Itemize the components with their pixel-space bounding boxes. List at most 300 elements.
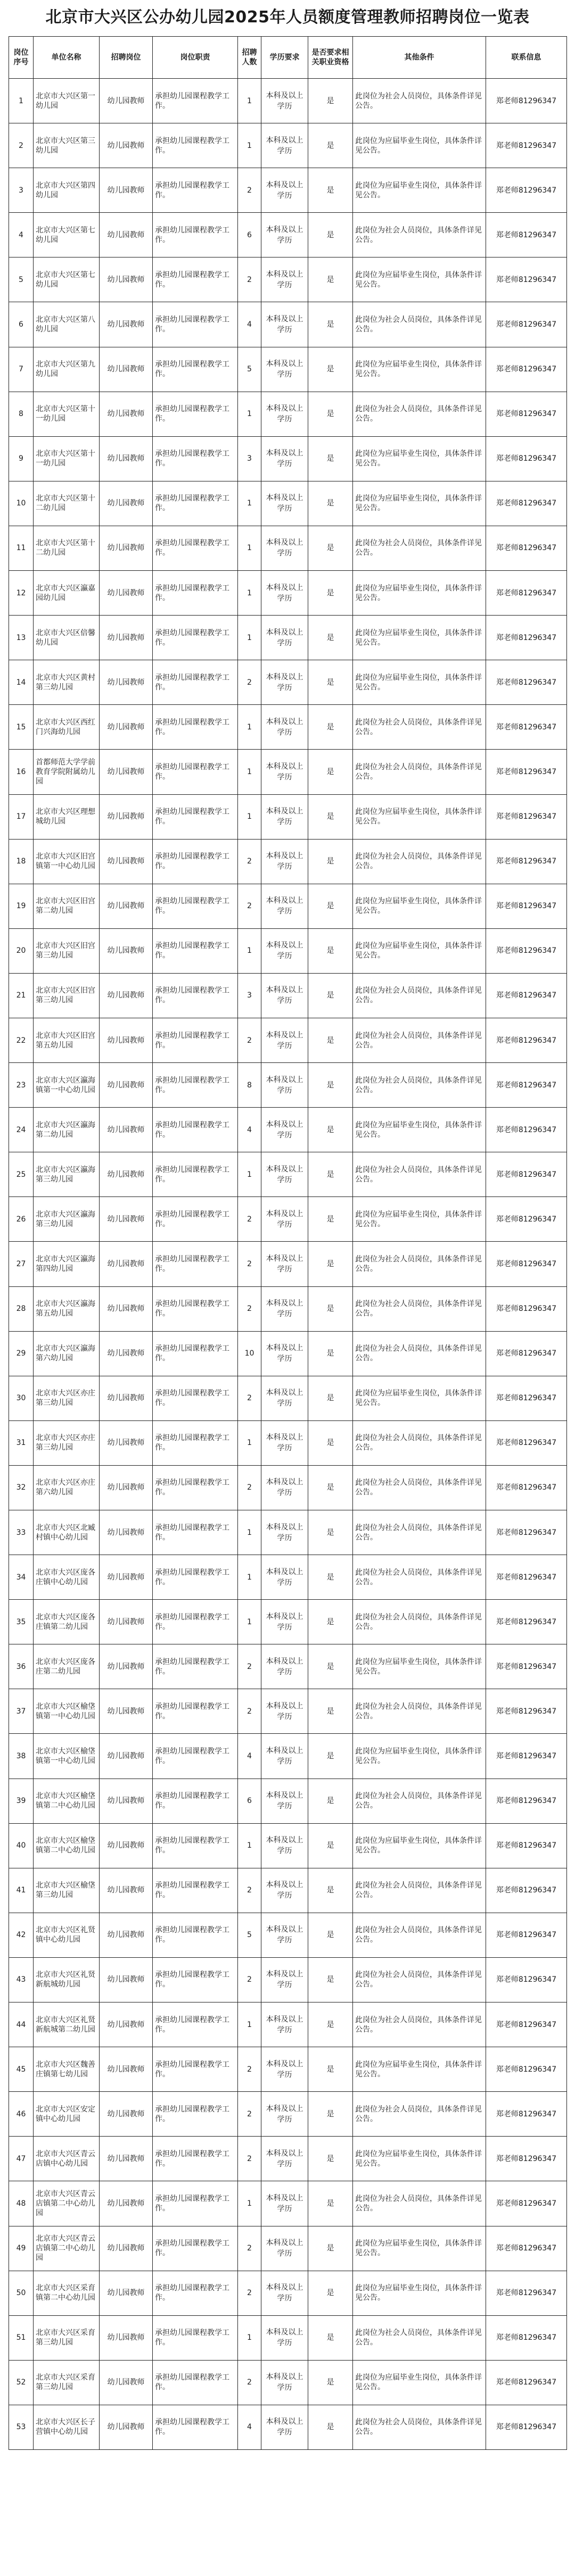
cell-education: 本科及以上学历 [261,1868,308,1913]
cell-headcount: 1 [238,794,261,839]
cell-education: 本科及以上学历 [261,392,308,436]
cell-position-no: 29 [9,1331,34,1376]
cell-education: 本科及以上学历 [261,168,308,213]
cell-certification: 是 [308,79,353,123]
header-contact: 联系信息 [486,37,567,79]
cell-position: 幼儿园教师 [100,2181,153,2226]
cell-position: 幼儿园教师 [100,794,153,839]
cell-certification: 是 [308,2181,353,2226]
cell-duty: 承担幼儿园课程教学工作。 [153,1018,238,1062]
cell-education: 本科及以上学历 [261,481,308,526]
cell-contact: 郑老师81296347 [486,1957,567,2002]
cell-position-no: 41 [9,1868,34,1913]
cell-duty: 承担幼儿园课程教学工作。 [153,257,238,302]
cell-other-conditions: 此岗位为应届毕业生岗位，具体条件详见公告。 [353,2360,486,2405]
cell-education: 本科及以上学历 [261,1152,308,1197]
cell-certification: 是 [308,526,353,570]
cell-other-conditions: 此岗位为应届毕业生岗位，具体条件详见公告。 [353,436,486,481]
table-row [9,2360,567,2405]
cell-position: 幼儿园教师 [100,526,153,570]
cell-education: 本科及以上学历 [261,2181,308,2226]
cell-certification: 是 [308,1420,353,1465]
cell-education: 本科及以上学历 [261,2226,308,2271]
cell-position: 幼儿园教师 [100,1600,153,1644]
cell-contact: 郑老师81296347 [486,2002,567,2047]
cell-other-conditions: 此岗位为应届毕业生岗位，具体条件详见公告。 [353,2271,486,2315]
table-row [9,839,567,884]
cell-contact: 郑老师81296347 [486,928,567,973]
cell-other-conditions: 此岗位为社会人员岗位，具体条件详见公告。 [353,1555,486,1600]
table-row [9,1555,567,1600]
cell-certification: 是 [308,839,353,884]
cell-duty: 承担幼儿园课程教学工作。 [153,1823,238,1868]
cell-other-conditions: 此岗位为社会人员岗位，具体条件详见公告。 [353,1018,486,1062]
cell-headcount: 2 [238,168,261,213]
cell-contact: 郑老师81296347 [486,1510,567,1555]
cell-contact: 郑老师81296347 [486,1779,567,1823]
cell-position: 幼儿园教师 [100,750,153,794]
cell-duty: 承担幼儿园课程教学工作。 [153,1913,238,1957]
cell-unit-name: 北京市大兴区第九幼儿园 [34,347,100,392]
cell-contact: 郑老师81296347 [486,481,567,526]
header-certification: 是否要求相关职业资格 [308,37,353,79]
table-row [9,1779,567,1823]
cell-duty: 承担幼儿园课程教学工作。 [153,481,238,526]
cell-education: 本科及以上学历 [261,1018,308,1062]
cell-position: 幼儿园教师 [100,1286,153,1331]
cell-headcount: 2 [238,1644,261,1689]
cell-other-conditions: 此岗位为社会人员岗位，具体条件详见公告。 [353,213,486,257]
cell-headcount: 2 [238,2360,261,2405]
cell-certification: 是 [308,928,353,973]
cell-contact: 郑老师81296347 [486,1063,567,1108]
cell-other-conditions: 此岗位为社会人员岗位，具体条件详见公告。 [353,1913,486,1957]
cell-other-conditions: 此岗位为社会人员岗位，具体条件详见公告。 [353,1957,486,2002]
cell-education: 本科及以上学历 [261,1779,308,1823]
cell-unit-name: 北京市大兴区瀛海第六幼儿园 [34,1331,100,1376]
cell-unit-name: 北京市大兴区第八幼儿园 [34,302,100,347]
cell-position: 幼儿园教师 [100,1331,153,1376]
cell-certification: 是 [308,1242,353,1286]
cell-position-no: 51 [9,2315,34,2360]
table-row [9,1063,567,1108]
cell-unit-name: 北京市大兴区礼贤新航城第二幼儿园 [34,2002,100,2047]
table-row [9,79,567,123]
cell-other-conditions: 此岗位为社会人员岗位，具体条件详见公告。 [353,1420,486,1465]
cell-unit-name: 北京市大兴区旧宫第三幼儿园 [34,973,100,1018]
cell-contact: 郑老师81296347 [486,1420,567,1465]
cell-other-conditions: 此岗位为社会人员岗位，具体条件详见公告。 [353,1465,486,1510]
cell-duty: 承担幼儿园课程教学工作。 [153,1242,238,1286]
cell-position-no: 33 [9,1510,34,1555]
cell-position-no: 4 [9,213,34,257]
cell-unit-name: 北京市大兴区旧宫第三幼儿园 [34,928,100,973]
cell-contact: 郑老师81296347 [486,884,567,928]
cell-education: 本科及以上学历 [261,1420,308,1465]
cell-unit-name: 北京市大兴区第七幼儿园 [34,257,100,302]
cell-position: 幼儿园教师 [100,2002,153,2047]
cell-position: 幼儿园教师 [100,1376,153,1420]
cell-contact: 郑老师81296347 [486,1734,567,1779]
cell-other-conditions: 此岗位为应届毕业生岗位，具体条件详见公告。 [353,2226,486,2271]
cell-contact: 郑老师81296347 [486,526,567,570]
cell-position: 幼儿园教师 [100,2315,153,2360]
cell-education: 本科及以上学历 [261,1957,308,2002]
cell-duty: 承担幼儿园课程教学工作。 [153,2271,238,2315]
cell-unit-name: 北京市大兴区倍馨幼儿园 [34,616,100,660]
cell-certification: 是 [308,2315,353,2360]
cell-unit-name: 北京市大兴区旧宫第二幼儿园 [34,884,100,928]
cell-education: 本科及以上学历 [261,302,308,347]
cell-contact: 郑老师81296347 [486,1913,567,1957]
cell-position: 幼儿园教师 [100,928,153,973]
cell-contact: 郑老师81296347 [486,2405,567,2449]
cell-unit-name: 北京市大兴区青云店镇中心幼儿园 [34,2137,100,2181]
cell-position-no: 52 [9,2360,34,2405]
cell-unit-name: 北京市大兴区第七幼儿园 [34,213,100,257]
cell-certification: 是 [308,257,353,302]
cell-other-conditions: 此岗位为社会人员岗位，具体条件详见公告。 [353,79,486,123]
cell-certification: 是 [308,1734,353,1779]
cell-position-no: 39 [9,1779,34,1823]
cell-certification: 是 [308,1913,353,1957]
cell-other-conditions: 此岗位为社会人员岗位，具体条件详见公告。 [353,392,486,436]
cell-contact: 郑老师81296347 [486,750,567,794]
cell-certification: 是 [308,168,353,213]
cell-education: 本科及以上学历 [261,2137,308,2181]
cell-headcount: 1 [238,1152,261,1197]
cell-contact: 郑老师81296347 [486,2047,567,2092]
cell-position-no: 37 [9,1689,34,1734]
cell-education: 本科及以上学历 [261,347,308,392]
cell-unit-name: 北京市大兴区第十一幼儿园 [34,436,100,481]
cell-contact: 郑老师81296347 [486,1286,567,1331]
cell-duty: 承担幼儿园课程教学工作。 [153,1063,238,1108]
cell-education: 本科及以上学历 [261,616,308,660]
cell-headcount: 2 [238,660,261,705]
cell-other-conditions: 此岗位为社会人员岗位，具体条件详见公告。 [353,1600,486,1644]
table-row [9,571,567,616]
cell-unit-name: 北京市大兴区第十一幼儿园 [34,392,100,436]
cell-position-no: 28 [9,1286,34,1331]
table-row [9,436,567,481]
cell-other-conditions: 此岗位为应届毕业生岗位，具体条件详见公告。 [353,571,486,616]
cell-position: 幼儿园教师 [100,705,153,750]
cell-position: 幼儿园教师 [100,2405,153,2449]
table-row [9,1152,567,1197]
cell-other-conditions: 此岗位为社会人员岗位，具体条件详见公告。 [353,1868,486,1913]
cell-headcount: 2 [238,2092,261,2137]
cell-certification: 是 [308,705,353,750]
cell-position: 幼儿园教师 [100,2047,153,2092]
cell-unit-name: 北京市大兴区采育第三幼儿园 [34,2315,100,2360]
cell-headcount: 1 [238,481,261,526]
cell-position-no: 27 [9,1242,34,1286]
cell-unit-name: 北京市大兴区瀛海第三幼儿园 [34,1152,100,1197]
table-row [9,884,567,928]
cell-other-conditions: 此岗位为应届毕业生岗位，具体条件详见公告。 [353,928,486,973]
cell-education: 本科及以上学历 [261,2002,308,2047]
cell-position: 幼儿园教师 [100,1689,153,1734]
cell-certification: 是 [308,973,353,1018]
cell-education: 本科及以上学历 [261,2360,308,2405]
cell-duty: 承担幼儿园课程教学工作。 [153,1108,238,1152]
cell-other-conditions: 此岗位为社会人员岗位，具体条件详见公告。 [353,302,486,347]
cell-unit-name: 北京市大兴区第四幼儿园 [34,168,100,213]
cell-other-conditions: 此岗位为应届毕业生岗位，具体条件详见公告。 [353,1823,486,1868]
cell-headcount: 1 [238,1823,261,1868]
cell-unit-name: 北京市大兴区长子营镇中心幼儿园 [34,2405,100,2449]
cell-certification: 是 [308,1555,353,1600]
cell-unit-name: 北京市大兴区采育第三幼儿园 [34,2360,100,2405]
cell-education: 本科及以上学历 [261,928,308,973]
cell-headcount: 10 [238,1331,261,1376]
cell-position-no: 21 [9,973,34,1018]
table-header-row [9,37,567,79]
cell-position: 幼儿园教师 [100,1868,153,1913]
cell-education: 本科及以上学历 [261,213,308,257]
cell-duty: 承担幼儿园课程教学工作。 [153,347,238,392]
header-position: 招聘岗位 [100,37,153,79]
cell-position: 幼儿园教师 [100,79,153,123]
cell-duty: 承担幼儿园课程教学工作。 [153,1420,238,1465]
table-row [9,660,567,705]
cell-education: 本科及以上学历 [261,1376,308,1420]
cell-duty: 承担幼儿园课程教学工作。 [153,1600,238,1644]
cell-education: 本科及以上学历 [261,794,308,839]
cell-headcount: 2 [238,1018,261,1062]
cell-contact: 郑老师81296347 [486,1242,567,1286]
cell-contact: 郑老师81296347 [486,347,567,392]
cell-education: 本科及以上学历 [261,1108,308,1152]
cell-other-conditions: 此岗位为应届毕业生岗位，具体条件详见公告。 [353,257,486,302]
table-row [9,2315,567,2360]
cell-headcount: 1 [238,1600,261,1644]
cell-position-no: 24 [9,1108,34,1152]
cell-unit-name: 北京市大兴区榆垡镇第二中心幼儿园 [34,1779,100,1823]
cell-headcount: 2 [238,1868,261,1913]
cell-education: 本科及以上学历 [261,660,308,705]
cell-position: 幼儿园教师 [100,257,153,302]
cell-position: 幼儿园教师 [100,2092,153,2137]
cell-contact: 郑老师81296347 [486,794,567,839]
cell-certification: 是 [308,1644,353,1689]
cell-other-conditions: 此岗位为应届毕业生岗位，具体条件详见公告。 [353,1734,486,1779]
cell-headcount: 2 [238,1465,261,1510]
cell-headcount: 2 [238,1242,261,1286]
cell-duty: 承担幼儿园课程教学工作。 [153,1689,238,1734]
cell-duty: 承担幼儿园课程教学工作。 [153,571,238,616]
cell-duty: 承担幼儿园课程教学工作。 [153,79,238,123]
cell-other-conditions: 此岗位为社会人员岗位，具体条件详见公告。 [353,1063,486,1108]
cell-unit-name: 北京市大兴区榆垡第三幼儿园 [34,1868,100,1913]
cell-duty: 承担幼儿园课程教学工作。 [153,1376,238,1420]
cell-position: 幼儿园教师 [100,302,153,347]
cell-duty: 承担幼儿园课程教学工作。 [153,750,238,794]
cell-contact: 郑老师81296347 [486,2315,567,2360]
cell-position-no: 31 [9,1420,34,1465]
cell-other-conditions: 此岗位为应届毕业生岗位，具体条件详见公告。 [353,1108,486,1152]
table-row [9,1823,567,1868]
cell-contact: 郑老师81296347 [486,2092,567,2137]
cell-certification: 是 [308,1286,353,1331]
cell-duty: 承担幼儿园课程教学工作。 [153,1779,238,1823]
cell-position: 幼儿园教师 [100,436,153,481]
cell-position-no: 30 [9,1376,34,1420]
table-row [9,1420,567,1465]
cell-duty: 承担幼儿园课程教学工作。 [153,1957,238,2002]
cell-unit-name: 北京市大兴区青云店镇第二中心幼儿园 [34,2181,100,2226]
table-row [9,1376,567,1420]
cell-unit-name: 北京市大兴区旧宫第五幼儿园 [34,1018,100,1062]
cell-position-no: 46 [9,2092,34,2137]
cell-duty: 承担幼儿园课程教学工作。 [153,839,238,884]
cell-unit-name: 北京市大兴区安定镇中心幼儿园 [34,2092,100,2137]
cell-position: 幼儿园教师 [100,2360,153,2405]
cell-unit-name: 北京市大兴区瀛海第五幼儿园 [34,1286,100,1331]
cell-education: 本科及以上学历 [261,123,308,168]
table-body [9,79,567,2450]
cell-unit-name: 北京市大兴区青云店镇第二中心幼儿园 [34,2226,100,2271]
cell-unit-name: 北京市大兴区庞各庄镇中心幼儿园 [34,1555,100,1600]
table-row [9,168,567,213]
cell-duty: 承担幼儿园课程教学工作。 [153,2002,238,2047]
cell-duty: 承担幼儿园课程教学工作。 [153,794,238,839]
cell-contact: 郑老师81296347 [486,839,567,884]
cell-unit-name: 北京市大兴区庞各庄镇第二幼儿园 [34,1600,100,1644]
cell-duty: 承担幼儿园课程教学工作。 [153,1331,238,1376]
cell-contact: 郑老师81296347 [486,257,567,302]
cell-position-no: 35 [9,1600,34,1644]
cell-unit-name: 北京市大兴区北臧村镇中心幼儿园 [34,1510,100,1555]
cell-duty: 承担幼儿园课程教学工作。 [153,526,238,570]
table-row [9,1689,567,1734]
cell-contact: 郑老师81296347 [486,1555,567,1600]
cell-position-no: 40 [9,1823,34,1868]
cell-position-no: 20 [9,928,34,973]
cell-contact: 郑老师81296347 [486,392,567,436]
cell-position: 幼儿园教师 [100,2271,153,2315]
cell-unit-name: 首都师范大学学前教育学院附属幼儿园 [34,750,100,794]
cell-other-conditions: 此岗位为应届毕业生岗位，具体条件详见公告。 [353,2047,486,2092]
cell-other-conditions: 此岗位为社会人员岗位，具体条件详见公告。 [353,1286,486,1331]
cell-education: 本科及以上学历 [261,1197,308,1242]
cell-contact: 郑老师81296347 [486,168,567,213]
cell-headcount: 4 [238,302,261,347]
cell-education: 本科及以上学历 [261,750,308,794]
cell-position-no: 36 [9,1644,34,1689]
cell-certification: 是 [308,884,353,928]
cell-certification: 是 [308,2002,353,2047]
cell-duty: 承担幼儿园课程教学工作。 [153,2181,238,2226]
cell-position: 幼儿园教师 [100,839,153,884]
cell-contact: 郑老师81296347 [486,436,567,481]
cell-headcount: 3 [238,973,261,1018]
positions-table [9,36,567,2450]
cell-unit-name: 北京市大兴区瀛海镇第一中心幼儿园 [34,1063,100,1108]
cell-position-no: 47 [9,2137,34,2181]
cell-position-no: 53 [9,2405,34,2449]
cell-position: 幼儿园教师 [100,1465,153,1510]
cell-contact: 郑老师81296347 [486,79,567,123]
cell-education: 本科及以上学历 [261,1063,308,1108]
cell-position-no: 11 [9,526,34,570]
cell-position: 幼儿园教师 [100,1779,153,1823]
cell-contact: 郑老师81296347 [486,571,567,616]
cell-position-no: 12 [9,571,34,616]
cell-other-conditions: 此岗位为应届毕业生岗位，具体条件详见公告。 [353,123,486,168]
cell-education: 本科及以上学历 [261,2047,308,2092]
cell-certification: 是 [308,1957,353,2002]
cell-certification: 是 [308,347,353,392]
cell-contact: 郑老师81296347 [486,1868,567,1913]
cell-contact: 郑老师81296347 [486,1152,567,1197]
table-row [9,1242,567,1286]
cell-headcount: 5 [238,347,261,392]
table-row [9,1913,567,1957]
cell-contact: 郑老师81296347 [486,2137,567,2181]
cell-certification: 是 [308,750,353,794]
cell-education: 本科及以上学历 [261,1823,308,1868]
cell-duty: 承担幼儿园课程教学工作。 [153,1555,238,1600]
table-row [9,750,567,794]
cell-education: 本科及以上学历 [261,257,308,302]
cell-other-conditions: 此岗位为应届毕业生岗位，具体条件详见公告。 [353,1644,486,1689]
cell-duty: 承担幼儿园课程教学工作。 [153,1465,238,1510]
cell-other-conditions: 此岗位为社会人员岗位，具体条件详见公告。 [353,839,486,884]
cell-duty: 承担幼儿园课程教学工作。 [153,1644,238,1689]
cell-other-conditions: 此岗位为社会人员岗位，具体条件详见公告。 [353,1510,486,1555]
cell-other-conditions: 此岗位为社会人员岗位，具体条件详见公告。 [353,1779,486,1823]
table-row [9,1197,567,1242]
table-row [9,213,567,257]
cell-duty: 承担幼儿园课程教学工作。 [153,2360,238,2405]
cell-other-conditions: 此岗位为社会人员岗位，具体条件详见公告。 [353,973,486,1018]
table-row [9,1018,567,1062]
cell-position-no: 19 [9,884,34,928]
cell-education: 本科及以上学历 [261,839,308,884]
cell-other-conditions: 此岗位为社会人员岗位，具体条件详见公告。 [353,750,486,794]
cell-position: 幼儿园教师 [100,1510,153,1555]
table-row [9,2137,567,2181]
cell-education: 本科及以上学历 [261,79,308,123]
cell-contact: 郑老师81296347 [486,616,567,660]
cell-unit-name: 北京市大兴区瀛海第二幼儿园 [34,1108,100,1152]
cell-other-conditions: 此岗位为应届毕业生岗位，具体条件详见公告。 [353,481,486,526]
cell-education: 本科及以上学历 [261,2271,308,2315]
cell-certification: 是 [308,1197,353,1242]
cell-position: 幼儿园教师 [100,1242,153,1286]
cell-position: 幼儿园教师 [100,1063,153,1108]
cell-position-no: 44 [9,2002,34,2047]
cell-headcount: 1 [238,2002,261,2047]
cell-other-conditions: 此岗位为社会人员岗位，具体条件详见公告。 [353,2181,486,2226]
cell-headcount: 2 [238,1957,261,2002]
cell-contact: 郑老师81296347 [486,1600,567,1644]
cell-position-no: 48 [9,2181,34,2226]
cell-education: 本科及以上学历 [261,2092,308,2137]
cell-education: 本科及以上学历 [261,1689,308,1734]
table-row [9,347,567,392]
cell-certification: 是 [308,302,353,347]
cell-duty: 承担幼儿园课程教学工作。 [153,1286,238,1331]
cell-position-no: 32 [9,1465,34,1510]
cell-position: 幼儿园教师 [100,884,153,928]
cell-education: 本科及以上学历 [261,1555,308,1600]
cell-headcount: 2 [238,2047,261,2092]
cell-contact: 郑老师81296347 [486,213,567,257]
cell-position: 幼儿园教师 [100,1734,153,1779]
